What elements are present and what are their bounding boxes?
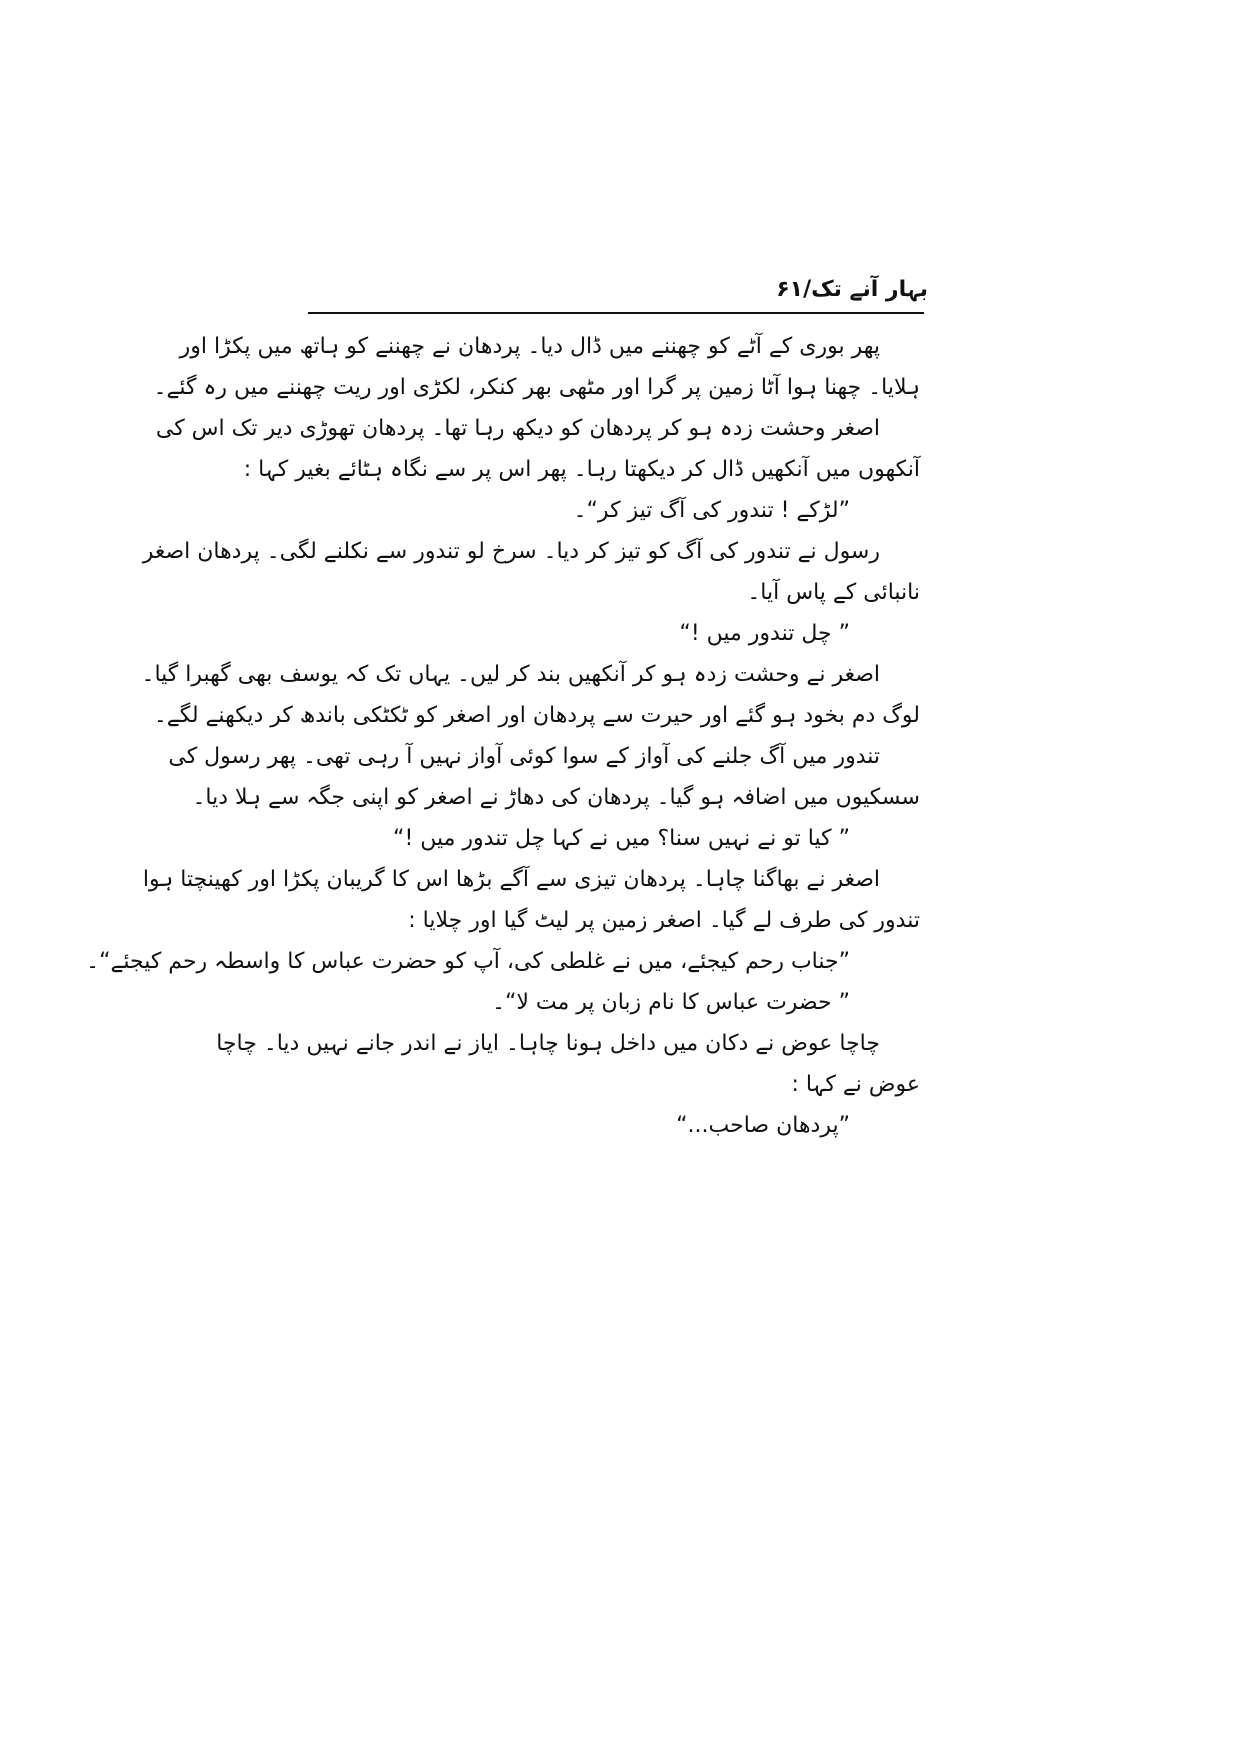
text-line: آنکھوں میں آنکھیں ڈال کر دیکھتا رہا۔ پھر اس پر سے نگاہ ہٹائے بغیر کہا : xyxy=(243,457,920,482)
dialogue-line: ”پردھان صاحب...“ xyxy=(676,1113,850,1138)
text-line: چاچا عوض نے دکان میں داخل ہونا چاہا۔ ایاز نے اندر جانے نہیں دیا۔ چاچا xyxy=(216,1031,880,1056)
text-line: سسکیوں میں اضافہ ہو گیا۔ پردھان کی دھاڑ نے اصغر کو اپنی جگہ سے ہلا دیا۔ xyxy=(192,785,920,810)
dialogue-line: ” کیا تو نے نہیں سنا؟ میں نے کہا چل تندور میں !“ xyxy=(393,826,850,851)
text-line: اصغر وحشت زدہ ہو کر پردھان کو دیکھ رہا تھا۔ پردھان تھوڑی دیر تک اس کی xyxy=(155,416,880,441)
text-line: پھر بوری کے آٹے کو چھننے میں ڈال دیا۔ پردھان نے چھننے کو ہاتھ میں پکڑا اور xyxy=(179,334,880,359)
text-line: تندور کی طرف لے گیا۔ اصغر زمین پر لیٹ گیا اور چلایا : xyxy=(408,908,920,933)
text-line: نانبائی کے پاس آیا۔ xyxy=(747,580,920,605)
text-line: رسول نے تندور کی آگ کو تیز کر دیا۔ سرخ لو تندور سے نکلنے لگی۔ پردھان اصغر xyxy=(142,539,880,564)
body-text xyxy=(86,326,920,1146)
text-line: لوگ دم بخود ہو گئے اور حیرت سے پردھان اور اصغر کو ٹکٹکی باندھ کر دیکھنے لگے۔ xyxy=(153,703,920,728)
dialogue-line: ”لڑکے ! تندور کی آگ تیز کر“۔ xyxy=(573,498,850,523)
text-line: عوض نے کہا : xyxy=(791,1072,920,1097)
text-line: اصغر نے وحشت زدہ ہو کر آنکھیں بند کر لیں۔ یہاں تک کہ یوسف بھی گھبرا گیا۔ xyxy=(141,662,880,687)
text-line: ہلایا۔ چھنا ہوا آٹا زمین پر گرا اور مٹھی بھر کنکر، لکڑی اور ریت چھننے میں رہ گئے۔ xyxy=(153,375,920,400)
running-head: بہار آنے تک/۶۱ xyxy=(776,277,928,302)
dialogue-line: ” چل تندور میں !“ xyxy=(679,621,850,646)
dialogue-line: ” حضرت عباس کا نام زبان پر مت لا“۔ xyxy=(492,990,850,1015)
dialogue-line: ”جناب رحم کیجئے، میں نے غلطی کی، آپ کو حضرت عباس کا واسطہ رحم کیجئے“۔ xyxy=(86,949,850,974)
text-line: اصغر نے بھاگنا چاہا۔ پردھان تیزی سے آگے بڑھا اس کا گریبان پکڑا اور کھینچتا ہوا xyxy=(142,867,880,892)
header-rule xyxy=(308,312,924,314)
text-line: تندور میں آگ جلنے کی آواز کے سوا کوئی آواز نہیں آ رہی تھی۔ پھر رسول کی xyxy=(168,744,880,769)
